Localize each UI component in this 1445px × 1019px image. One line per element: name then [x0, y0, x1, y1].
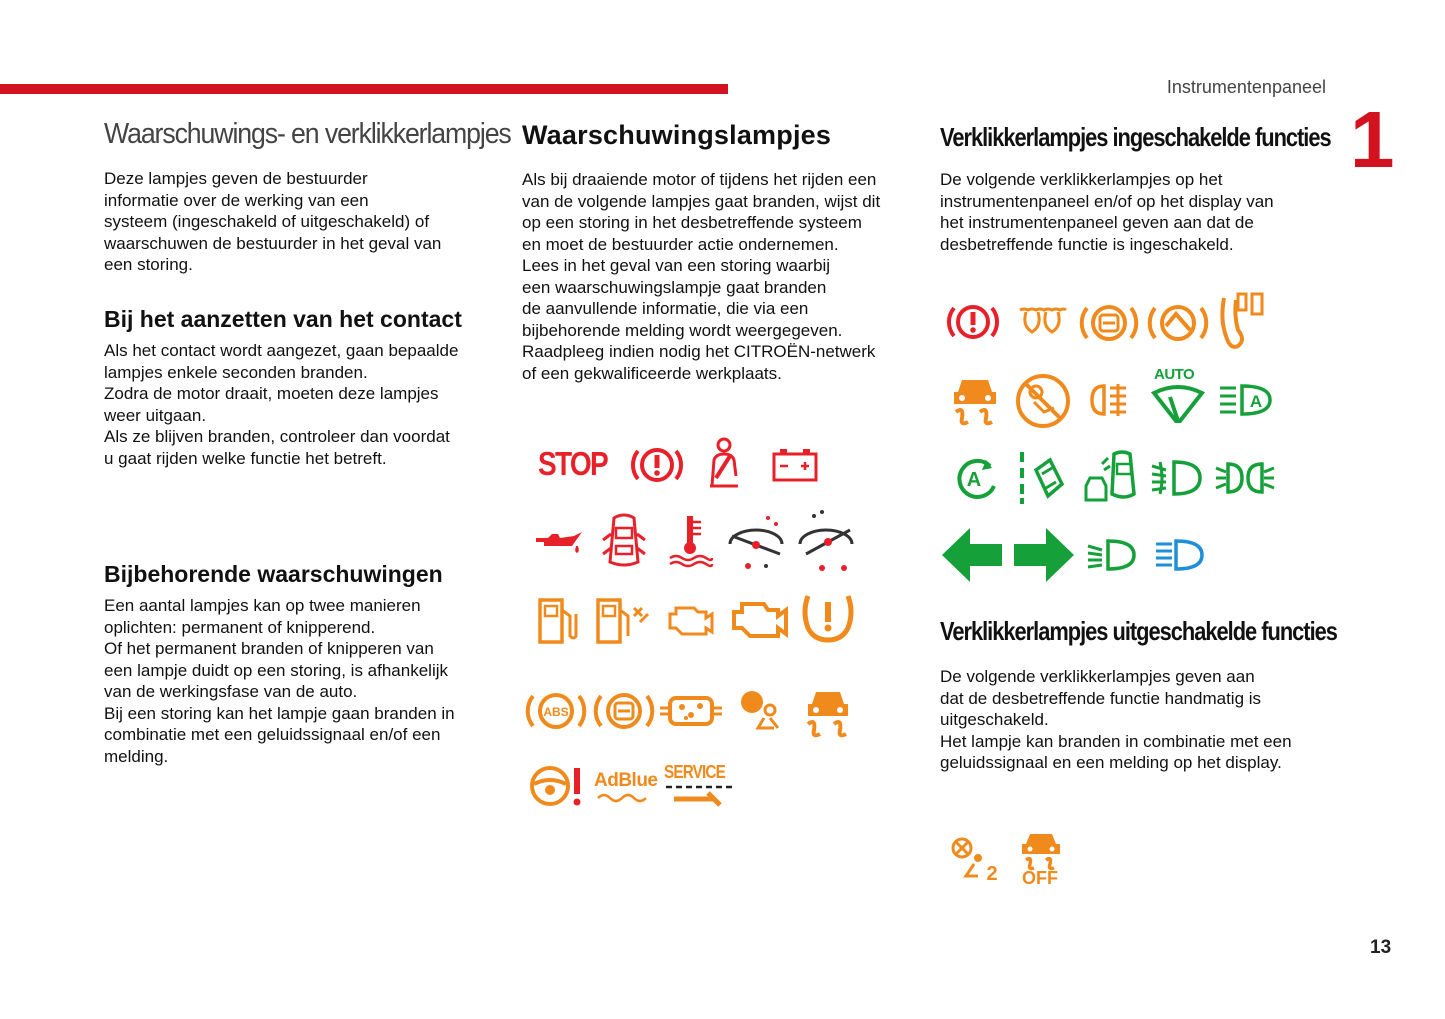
auto-headlamp-letter: A — [1249, 392, 1263, 411]
rear-fog-light-icon — [1090, 380, 1134, 420]
warning-lamps-text: Als bij draaiende motor of tijdens het rijden een van de volgende lampjes gaat branden, wijst dit op een storing in het desbetreffende systeem en moet de bestuurder actie ondernemen. Lees in het geval van een storing waarbij een waarschuwingslampje gaat branden de aanvullende informatie, die via een bijbehorende melding wordt weergegeven. Raadpleeg indien nodig het CITROËN-netwerk of een gekwalificeerde werkplaats. — [522, 170, 881, 383]
col1-title-block — [104, 118, 511, 151]
main-beam-icon — [1154, 538, 1204, 572]
warning-lamps-heading: Waarschuwingslampjes — [522, 120, 832, 150]
esp-warning-icon — [800, 684, 856, 738]
assoc-heading: Bijbehorende waarschuwingen — [104, 561, 443, 587]
page-number: 13 — [1370, 937, 1392, 958]
contact-section — [104, 306, 494, 333]
section-label: Instrumentenpaneel — [1166, 77, 1326, 97]
service-warning-icon — [664, 762, 736, 811]
oil-pressure-warning-icon — [530, 526, 586, 556]
col2-body — [522, 169, 917, 384]
battery-warning-icon — [772, 448, 818, 482]
auto-wipers-icon — [1150, 366, 1206, 427]
engine-small-warning-icon — [666, 600, 716, 640]
contact-text: Als het contact wordt aangezet, gaan bepaalde lampjes enkele seconden branden. Zodra de motor draait, moeten deze lampjes weer uitgaan. Als ze blijven branden, controleer dan voordat u gaat rijden welke functie het betreft. — [104, 341, 459, 468]
seatbelt-warning-icon — [702, 436, 744, 490]
adblue-warning-icon — [594, 770, 658, 802]
functions-on-text: De volgende verklikkerlampjes op het instrumentenpaneel en/of op het display van het instrumentenpaneel geven aan dat de desbetreffende functie is ingeschakeld. — [940, 170, 1274, 254]
intro-text: Deze lampjes geven de bestuurder informatie over de werking van een systeem (ingeschakeld of uitgeschakeld) of waarschuwen de bestuurder in het geval van een storing. — [104, 169, 442, 274]
esp-off-icon — [1018, 828, 1064, 889]
col3-title-off-block — [940, 616, 1337, 647]
col3-body-off — [940, 666, 1330, 774]
contact-heading: Bij het aanzetten van het contact — [104, 306, 462, 332]
esp-off-label: OFF — [1022, 868, 1058, 888]
abs-label: ABS — [543, 705, 569, 719]
foot-on-brake-icon — [1216, 290, 1268, 354]
turn-signal-right-icon — [1012, 526, 1076, 584]
airbag-warning-icon — [736, 688, 786, 734]
auto-label: AUTO — [1154, 366, 1195, 383]
preheating-glow-plug-icon — [1018, 306, 1066, 340]
assoc-text: Een aantal lampjes kan op twee manieren oplichten: permanent of knipperend. Of het permanent branden of knipperen van een lampje duidt op een storing, is afhankelijk van de werkingsfase van de auto. Bij een storing kan het lampje gaan branden in combinatie met een geluidssignaal en/of een melding. — [104, 596, 455, 766]
hill-start-assist-icon — [1148, 298, 1208, 348]
passenger-airbag-off-icon — [1014, 372, 1072, 430]
contact-body — [104, 340, 494, 469]
blind-spot-icon — [1080, 450, 1140, 506]
col3-title-on-block — [940, 122, 1330, 153]
brake-warning-icon — [632, 442, 682, 488]
chapter-number: 1 — [1350, 95, 1395, 184]
engine-check-warning-icon — [730, 594, 790, 642]
assoc-body — [104, 595, 494, 767]
lane-departure-icon — [1016, 450, 1066, 506]
service-label: SERVICE — [664, 762, 725, 782]
functions-on-heading: Verklikkerlampjes ingeschakelde functies — [940, 122, 1331, 152]
page-title: Waarschuwings- en verklikkerlampjes — [104, 118, 511, 150]
abs-warning-icon — [526, 686, 586, 736]
assoc-section — [104, 561, 494, 588]
header-red-bar — [0, 84, 728, 94]
coolant-temperature-warning-icon — [668, 514, 712, 566]
brake-system-warning-icon — [594, 686, 654, 736]
tyre-pressure-warning-icon — [800, 590, 856, 644]
functions-off-text: De volgende verklikkerlampjes geven aan dat de desbetreffende functie handmatig is uitgeschakeld. Het lampje kan branden in combinatie met een geluidssignaal en een melding op het display. — [940, 667, 1292, 772]
front-fog-lights-icon — [1150, 458, 1202, 498]
stop-start-letter: A — [966, 469, 982, 491]
side-lights-icon — [1214, 460, 1276, 496]
particle-filter-warning-icon — [658, 690, 724, 732]
col1-intro — [104, 168, 494, 276]
col2-title-block — [522, 120, 917, 151]
esp-active-icon — [948, 372, 1002, 428]
functions-off-heading: Verklikkerlampjes uitgeschakelde functies — [940, 616, 1337, 646]
child-lock-number: 2 — [986, 863, 998, 885]
automatic-headlamps-icon — [1218, 382, 1272, 418]
turn-signal-left-icon — [940, 526, 1004, 584]
parking-brake-icon — [948, 298, 998, 346]
fuel-level-warning-icon — [536, 596, 582, 646]
speedometer-gauge-icon — [726, 508, 856, 574]
steering-warning-icon — [528, 762, 584, 810]
adblue-label: AdBlue — [594, 770, 658, 791]
stop-start-icon — [950, 456, 1000, 502]
dipped-beam-icon — [1086, 538, 1136, 572]
col3-body-on — [940, 169, 1330, 255]
door-open-warning-icon — [600, 512, 648, 570]
fuel-circuit-warning-icon — [596, 596, 654, 646]
child-lock-off-icon — [948, 836, 1002, 884]
electric-brake-icon — [1080, 298, 1138, 348]
stop-warning-icon: STOP — [538, 445, 608, 482]
